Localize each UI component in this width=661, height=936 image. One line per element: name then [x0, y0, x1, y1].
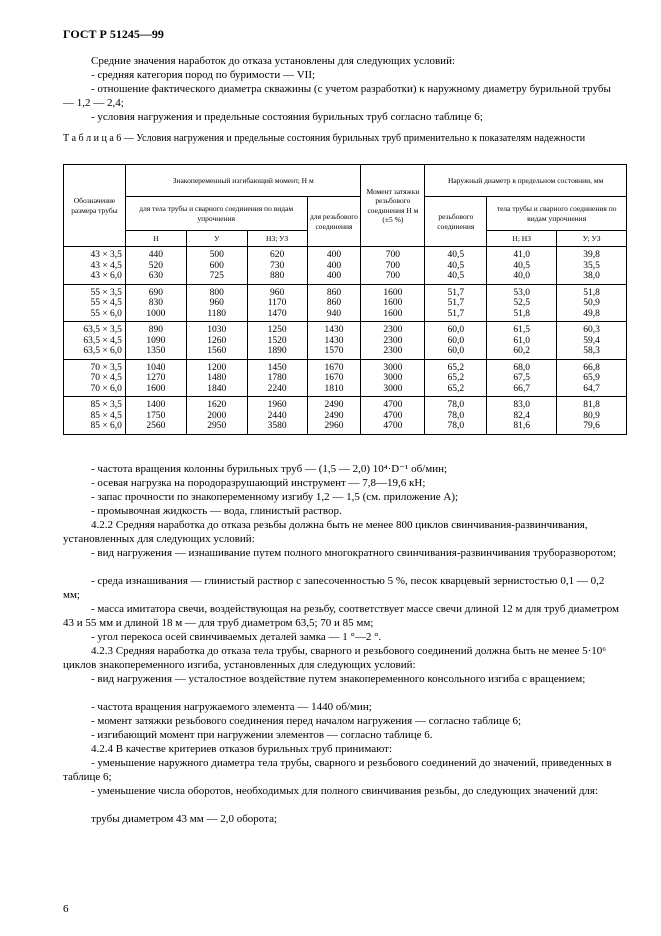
header-moment: Знакопеременный изгибающий момент, Н м: [125, 165, 361, 197]
cell-value: 40,5: [425, 271, 487, 284]
cell-value: 51,8: [487, 309, 557, 322]
cell-size: 63,5 × 4,5: [64, 336, 126, 347]
table-row: [64, 359, 627, 373]
cell-value: 1670: [307, 373, 361, 384]
cell-value: 400: [307, 271, 361, 284]
header-diameter: Наружный диаметр в предельном состоянии, мм: [425, 165, 627, 197]
cell-value: 940: [307, 309, 361, 322]
table-row: [64, 373, 627, 384]
header-diam-thread: резьбового соединения: [425, 197, 487, 247]
intro-line: Средние значения наработок до отказа установлены для следующих условий:: [91, 55, 456, 67]
cell-value: 1890: [247, 346, 307, 359]
cell-size: 63,5 × 6,0: [64, 346, 126, 359]
cell-value: 1600: [361, 284, 425, 298]
cell-value: 440: [125, 247, 186, 261]
cell-value: 60,0: [425, 346, 487, 359]
cell-value: 64,7: [557, 384, 627, 397]
after-line: 4.2.3 Средняя наработка до отказа тела трубы, сварного и резьбового соединений должна быть не менее 5·10⁶ циклов знакопеременного изгиба, установленных для следующих условий:: [63, 645, 607, 671]
cell-value: 81,8: [557, 397, 627, 411]
cell-value: 1600: [361, 309, 425, 322]
cell-value: 1040: [125, 359, 186, 373]
cell-size: 63,5 × 3,5: [64, 322, 126, 336]
cell-value: 2300: [361, 322, 425, 336]
after-line: - среда изнашивания — глинистый раствор с запесоченностью 5 %, песок кварцевый зернистостью 0,1 — 0,2 мм;: [63, 575, 605, 601]
cell-value: 66,7: [487, 384, 557, 397]
cell-size: 55 × 6,0: [64, 309, 126, 322]
cell-value: 4700: [361, 411, 425, 422]
cell-value: 82,4: [487, 411, 557, 422]
cell-value: 2950: [186, 421, 247, 434]
header-thread: для резьбового соединения: [307, 197, 361, 247]
subheader-n-nz: Н; НЗ: [487, 231, 557, 247]
cell-value: 50,9: [557, 298, 627, 309]
cell-value: 700: [361, 261, 425, 272]
after-line: 4.2.4 В качестве критериев отказов бурильных труб принимают:: [91, 743, 393, 755]
cell-value: 78,0: [425, 421, 487, 434]
cell-value: 35,5: [557, 261, 627, 272]
cell-value: 620: [247, 247, 307, 261]
cell-value: 1250: [247, 322, 307, 336]
table-row: [64, 397, 627, 411]
subheader-n: Н: [125, 231, 186, 247]
page-number: 6: [63, 903, 69, 915]
cell-value: 68,0: [487, 359, 557, 373]
cell-size: 70 × 6,0: [64, 384, 126, 397]
after-line: 4.2.2 Средняя наработка до отказа резьбы должна быть не менее 800 циклов свинчивания-развинчивания, установленных для следующих условий:: [63, 519, 588, 545]
cell-value: 725: [186, 271, 247, 284]
cell-value: 51,7: [425, 284, 487, 298]
after-line: - изгибающий момент при нагружении элементов — согласно таблице 6.: [91, 729, 433, 741]
after-line: - запас прочности по знакопеременному изгибу 1,2 — 1,5 (см. приложение А);: [91, 491, 459, 503]
cell-value: 51,7: [425, 309, 487, 322]
table-row: [64, 298, 627, 309]
cell-value: 66,8: [557, 359, 627, 373]
cell-value: 2000: [186, 411, 247, 422]
cell-size: 43 × 6,0: [64, 271, 126, 284]
cell-value: 1780: [247, 373, 307, 384]
cell-value: 60,0: [425, 322, 487, 336]
cell-value: 83,0: [487, 397, 557, 411]
cell-value: 1430: [307, 336, 361, 347]
table-6: [63, 164, 627, 435]
cell-value: 400: [307, 247, 361, 261]
cell-value: 60,2: [487, 346, 557, 359]
cell-value: 41,0: [487, 247, 557, 261]
cell-size: 70 × 4,5: [64, 373, 126, 384]
cell-value: 78,0: [425, 397, 487, 411]
cell-value: 49,8: [557, 309, 627, 322]
cell-value: 860: [307, 284, 361, 298]
header-torque: Момент затяжки резьбового соединения Н м (±5 %): [361, 165, 425, 247]
table-row: [64, 411, 627, 422]
cell-value: 61,5: [487, 322, 557, 336]
table-row: [64, 261, 627, 272]
document-header: ГОСТ Р 51245—99: [63, 27, 164, 41]
table-row: [64, 322, 627, 336]
cell-size: 85 × 6,0: [64, 421, 126, 434]
cell-value: 630: [125, 271, 186, 284]
cell-value: 2240: [247, 384, 307, 397]
cell-value: 80,9: [557, 411, 627, 422]
cell-value: 2440: [247, 411, 307, 422]
cell-value: 78,0: [425, 411, 487, 422]
cell-value: 960: [247, 284, 307, 298]
after-line: - масса имитатора свечи, воздействующая на резьбу, соответствует массе свечи длиной 12 м для труб диаметром 43 и 55 мм и длиной 18 м — для труб диаметром 63,5; 70 и 85 мм;: [63, 603, 619, 629]
cell-value: 3580: [247, 421, 307, 434]
cell-value: 1430: [307, 322, 361, 336]
cell-value: 65,2: [425, 359, 487, 373]
cell-value: 40,5: [425, 261, 487, 272]
after-line: - осевая нагрузка на породоразрушающий инструмент — 7,8—19,6 кН;: [91, 477, 426, 489]
cell-value: 51,7: [425, 298, 487, 309]
cell-value: 600: [186, 261, 247, 272]
subheader-nz-uz: НЗ; УЗ: [247, 231, 307, 247]
cell-value: 2960: [307, 421, 361, 434]
after-line: - угол перекоса осей свинчиваемых деталей замка — 1 °—2 °.: [91, 631, 382, 643]
cell-value: 880: [247, 271, 307, 284]
cell-value: 2560: [125, 421, 186, 434]
cell-value: 3000: [361, 359, 425, 373]
cell-value: 3000: [361, 373, 425, 384]
table-caption: [63, 133, 627, 145]
cell-value: 1600: [361, 298, 425, 309]
cell-value: 1670: [307, 359, 361, 373]
cell-value: 2490: [307, 397, 361, 411]
cell-value: 4700: [361, 421, 425, 434]
cell-value: 2490: [307, 411, 361, 422]
cell-value: 1000: [125, 309, 186, 322]
cell-value: 40,5: [425, 247, 487, 261]
cell-value: 520: [125, 261, 186, 272]
cell-size: 85 × 3,5: [64, 397, 126, 411]
cell-value: 1270: [125, 373, 186, 384]
cell-value: 1030: [186, 322, 247, 336]
table-caption-text: — Условия нагружения и предельные состояния бурильных труб применительно к показателям надежности: [121, 133, 586, 144]
header-size: Обозначение размера трубы: [64, 165, 126, 247]
cell-value: 1960: [247, 397, 307, 411]
cell-value: 1520: [247, 336, 307, 347]
cell-size: 70 × 3,5: [64, 359, 126, 373]
cell-value: 730: [247, 261, 307, 272]
after-line: - уменьшение наружного диаметра тела трубы, сварного и резьбового соединений до значений, приведенных в таблице 6;: [63, 757, 612, 783]
cell-value: 1810: [307, 384, 361, 397]
cell-size: 55 × 3,5: [64, 284, 126, 298]
cell-size: 43 × 3,5: [64, 247, 126, 261]
table-row: [64, 336, 627, 347]
cell-value: 40,0: [487, 271, 557, 284]
cell-value: 690: [125, 284, 186, 298]
cell-value: 1450: [247, 359, 307, 373]
table-row: [64, 284, 627, 298]
cell-value: 60,0: [425, 336, 487, 347]
cell-value: 1600: [125, 384, 186, 397]
after-line: - вид нагружения — усталостное воздействие путем знакопеременного консольного изгиба с вращением;: [91, 673, 586, 685]
intro-line: - средняя категория пород по буримости — VII;: [91, 69, 316, 81]
cell-value: 65,2: [425, 384, 487, 397]
cell-value: 1350: [125, 346, 186, 359]
cell-value: 1170: [247, 298, 307, 309]
cell-value: 800: [186, 284, 247, 298]
cell-value: 3000: [361, 384, 425, 397]
cell-size: 43 × 4,5: [64, 261, 126, 272]
cell-size: 85 × 4,5: [64, 411, 126, 422]
after-line: - момент затяжки резьбового соединения перед началом нагружения — согласно таблице 6;: [91, 715, 522, 727]
cell-value: 65,2: [425, 373, 487, 384]
header-body: для тела трубы и сварного соединения по видам упрочнения: [125, 197, 307, 231]
cell-value: 830: [125, 298, 186, 309]
subheader-u: У: [186, 231, 247, 247]
cell-value: 51,8: [557, 284, 627, 298]
after-line: - уменьшение числа оборотов, необходимых для полного свинчивания резьбы, до следующих значений для:: [91, 785, 599, 797]
cell-value: 61,0: [487, 336, 557, 347]
after-line: - частота вращения колонны бурильных труб — (1,5 — 2,0) 10⁴·D⁻¹ об/мин;: [91, 463, 448, 475]
cell-value: 4700: [361, 397, 425, 411]
after-line: - вид нагружения — изнашивание путем полного многократного свинчивания-развинчивания труборазворотом;: [91, 547, 617, 559]
cell-value: 40,5: [487, 261, 557, 272]
cell-value: 79,6: [557, 421, 627, 434]
intro-line: - отношение фактического диаметра скважины (с учетом разработки) к наружному диаметру бурильной трубы — 1,2 — 2,4;: [63, 83, 611, 109]
cell-value: 39,8: [557, 247, 627, 261]
cell-value: 960: [186, 298, 247, 309]
cell-value: 59,4: [557, 336, 627, 347]
cell-value: 58,3: [557, 346, 627, 359]
intro-line: - условия нагружения и предельные состояния бурильных труб согласно таблице 6;: [91, 111, 483, 123]
cell-value: 60,3: [557, 322, 627, 336]
cell-value: 1750: [125, 411, 186, 422]
cell-value: 2300: [361, 336, 425, 347]
cell-value: 2300: [361, 346, 425, 359]
cell-value: 1090: [125, 336, 186, 347]
cell-value: 1560: [186, 346, 247, 359]
cell-value: 38,0: [557, 271, 627, 284]
cell-value: 1570: [307, 346, 361, 359]
table-row: [64, 384, 627, 397]
cell-value: 52,5: [487, 298, 557, 309]
cell-value: 700: [361, 271, 425, 284]
cell-value: 1840: [186, 384, 247, 397]
subheader-u-uz: У; УЗ: [557, 231, 627, 247]
cell-size: 55 × 4,5: [64, 298, 126, 309]
cell-value: 81,6: [487, 421, 557, 434]
cell-value: 890: [125, 322, 186, 336]
cell-value: 1260: [186, 336, 247, 347]
table-row: [64, 346, 627, 359]
table-row: [64, 309, 627, 322]
cell-value: 67,5: [487, 373, 557, 384]
cell-value: 65,9: [557, 373, 627, 384]
cell-value: 1400: [125, 397, 186, 411]
table-row: [64, 271, 627, 284]
cell-value: 700: [361, 247, 425, 261]
after-line: - промывочная жидкость — вода, глинистый раствор.: [91, 505, 342, 517]
cell-value: 860: [307, 298, 361, 309]
cell-value: 1180: [186, 309, 247, 322]
cell-value: 1480: [186, 373, 247, 384]
cell-value: 53,0: [487, 284, 557, 298]
header-diam-body: тела трубы и сварного соединения по видам упрочнения: [487, 197, 627, 231]
cell-value: 500: [186, 247, 247, 261]
after-line: - частота вращения нагружаемого элемента — 1440 об/мин;: [91, 701, 372, 713]
table-row: [64, 247, 627, 261]
table-row: [64, 421, 627, 434]
after-line: трубы диаметром 43 мм — 2,0 оборота;: [91, 813, 278, 825]
cell-value: 1200: [186, 359, 247, 373]
cell-value: 1470: [247, 309, 307, 322]
cell-value: 400: [307, 261, 361, 272]
cell-value: 1620: [186, 397, 247, 411]
table-caption-label: Т а б л и ц а 6: [63, 133, 122, 144]
